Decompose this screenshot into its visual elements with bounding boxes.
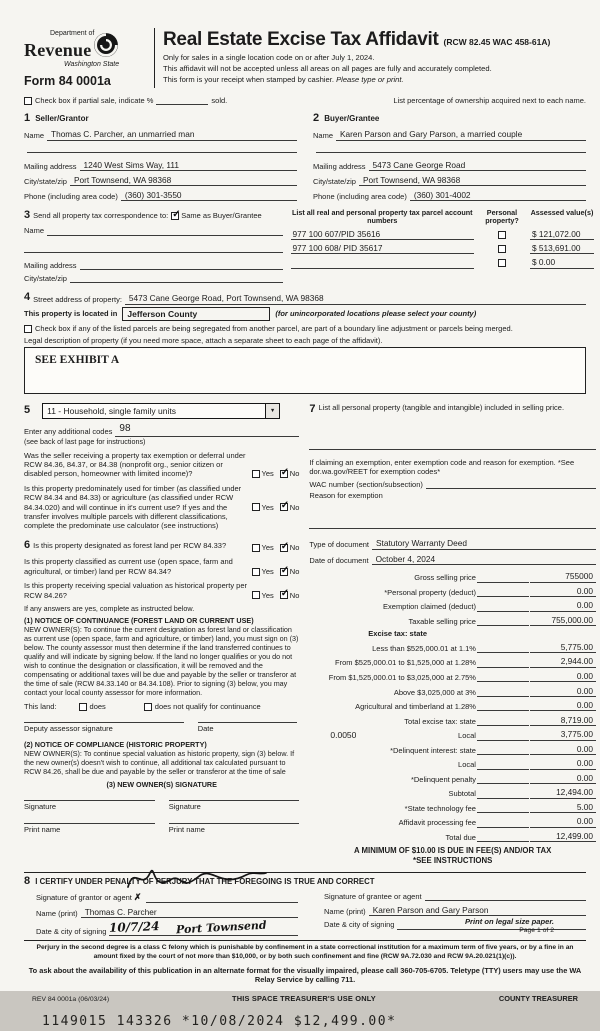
seller-section: 1 Seller/Grantor Name Thomas C. Parcher, an unmarried man Mailing address 1240 West Sims Way, 111 City/state/zip Port Townsend, WA 98368 Phone (including area code) (360) 301-3550	[24, 112, 297, 201]
tax-row-leader	[477, 834, 529, 842]
tax-row-label: *State technology fee	[404, 803, 476, 813]
seller-city-field[interactable]: Port Townsend, WA 98368	[70, 175, 297, 186]
alternate-format-notice: To ask about the availability of this publication in an alternate format for the visually impaired, please call 360-705-6705. Teletype (TTY) users may use the WA Relay Service by calling 711.	[28, 965, 582, 985]
tax-row-leader	[477, 674, 529, 682]
grantee-printed-name-field[interactable]: Karen Parson and Gary Parson	[369, 905, 586, 916]
tax-row-label: Agricultural and timberland at 1.28%	[355, 702, 476, 712]
segregated-checkbox[interactable]	[24, 325, 32, 333]
tax-row-label: *Delinquent interest: state	[390, 745, 476, 755]
tax-row	[309, 831, 596, 842]
tax-row-leader	[477, 604, 529, 612]
section-5-number: 5	[24, 404, 31, 417]
notice1-title: (1) NOTICE OF CONTINUANCE (FOREST LAND OR CURRENT USE)	[24, 615, 254, 625]
tax-row-label: *Personal property (deduct)	[384, 587, 476, 597]
s5q2-no-checkbox[interactable]	[280, 503, 288, 511]
section-6-number: 6	[24, 538, 31, 551]
certification-section: 8 I CERTIFY UNDER PENALTY OF PERJURY THAT THE FOREGOING IS TRUE AND CORRECT Signature of grantor or agent ✗ Name (print) Thomas C. Parcher Date & city of signing 10/7/24 Port Townsend Signature of grantee or agent Name (print) Karen Parson and Gary Parson Date & city of signing	[24, 872, 586, 936]
s5q1-no-checkbox[interactable]	[280, 470, 288, 478]
deputy-assessor-signature-line[interactable]: Deputy assessor signature	[24, 722, 184, 733]
header-note-3: This form is your receipt when stamped by cashier. Please type or print.	[163, 75, 404, 85]
header-note-2: This affidavit will not be accepted unless all areas on all pages are fully and accurately completed.	[163, 64, 492, 74]
tax-subheader-label: Excise tax: state	[368, 629, 428, 639]
treasurer-space-label: THIS SPACE TREASURER'S USE ONLY	[232, 993, 376, 1003]
tax-row-leader	[477, 660, 529, 668]
tax-row-leader	[477, 747, 529, 755]
correspondence-section: 3 Send all property tax correspondence to: ✓ Same as Buyer/Grantee Name Mailing address City/state/zip	[24, 209, 283, 283]
page-indicator: Page 1 of 2	[519, 926, 554, 934]
s6-question-1: Is this property designated as forest land per RCW 84.33?	[33, 540, 227, 550]
seller-heading: Seller/Grantor	[35, 114, 89, 123]
s6q3-yes-checkbox[interactable]	[252, 591, 260, 599]
parcel-number-field[interactable]: 977 100 608/ PID 35617	[291, 243, 474, 254]
does-not-qualify-label: does not qualify for continuance	[154, 701, 261, 711]
s6q2-yes-checkbox[interactable]	[252, 568, 260, 576]
deputy-date-line[interactable]: Date	[198, 722, 297, 733]
tax-row-leader	[477, 703, 529, 711]
form-footer	[24, 940, 586, 1030]
document-type-field[interactable]: Statutory Warranty Deed	[372, 538, 596, 549]
assessed-value-field[interactable]: $ 0.00	[530, 257, 594, 268]
washington-state-label: Washington State	[64, 61, 120, 69]
excise-tax-table	[309, 571, 596, 842]
land-use-code-select[interactable]: 11 - Household, single family units ▼	[42, 403, 280, 419]
county-select[interactable]: Jefferson County	[122, 307, 270, 322]
tax-row	[309, 571, 596, 582]
tax-row-value[interactable]: 755000	[530, 571, 596, 582]
tax-row-value[interactable]: 0.00	[530, 773, 596, 784]
rev-number: REV 84 0001a (06/03/24)	[32, 995, 110, 1003]
tax-row-label: Exemption claimed (deduct)	[383, 602, 476, 612]
s5q2-yes-checkbox[interactable]	[252, 503, 260, 511]
s6q3-no-checkbox[interactable]	[280, 591, 288, 599]
notice1-text: NEW OWNER(S): To continue the current designation as forest land or classification as current use (open space, farm and agriculture, or timber) land, you must sign on (3) below. The county assessor must then determine if the land transferred continues to qualify and will indicate by signing below. If the land no longer qualifies or you do not wish to continue the designation or classification, it will be removed and the compensating or additional taxes will be due and payable by the seller or transferor at the time of sale (RCW 84.33.140 or 84.34.108). Prior to signing (3) below, you may contact your local county assessor for more information.	[24, 624, 299, 697]
seller-name-field-2[interactable]	[27, 144, 297, 153]
notice2-title: (2) NOTICE OF COMPLIANCE (HISTORIC PROPERTY)	[24, 739, 207, 749]
new-owner-signature-1[interactable]: Signature	[24, 800, 155, 811]
tax-row-leader	[477, 791, 529, 799]
dropdown-arrow-icon[interactable]	[265, 404, 279, 418]
tax-row-leader	[477, 733, 529, 741]
s7-intro: List all personal property (tangible and intangible) included in selling price.	[318, 403, 565, 413]
s5q1-yes-checkbox[interactable]	[252, 470, 260, 478]
buyer-city-field[interactable]: Port Townsend, WA 98368	[359, 175, 586, 186]
property-section: 4 Street address of property: 5473 Cane George Road, Port Townsend, WA 98368 This property is located in Jefferson County (for unincorporated locations please select your county) Check box if any of the listed parcels are being segregated from another parcel, are part of a boundary line adjustment or parcels being merged. Legal description of property (if you need more space, attach a separate sheet to each page of the affidavit). SEE EXHIBIT A	[24, 291, 586, 394]
certify-statement: I CERTIFY UNDER PENALTY OF PERJURY THAT THE FOREGOING IS TRUE AND CORRECT	[35, 876, 375, 886]
sign-here-x: ✗	[133, 891, 142, 902]
buyer-heading: Buyer/Grantee	[324, 114, 380, 123]
tax-row-leader	[477, 805, 529, 813]
tax-row-value[interactable]: 0.00	[530, 671, 596, 682]
tax-row	[309, 802, 596, 813]
tax-row	[309, 586, 596, 597]
correspondence-mailing-field[interactable]	[80, 261, 283, 270]
tax-row-label: *Delinquent penalty	[410, 774, 476, 784]
tax-row	[309, 700, 596, 711]
tax-row-value[interactable]: 8,719.00	[530, 715, 596, 726]
right-column: 7 List all personal property (tangible and intangible) included in selling price. If claiming an exemption, enter exemption code and reason for exemption. *See dor.wa.gov/REET for exemption codes* WAC number (section/subsection) Reason for exemption Type of document Statutory Warranty Deed Date of document October 4, 2024 Gross selling price 755000 *Personal property (deduct) 0.00 Exemption claimed (deduct) 0.00 Taxable selling price 755,000.00 Excise tax: state Less than $525,000.01 at 1.1% 5,775.00 From $525,000.01 to $1,525,000 at 1.28% 2,944.00 From $1,525,000.01 to $3,025,000 at 2.75% 0.00 Above $3,025,000 at 3% 0.00 Agricultural and timberland at 1.28% 0.00 Total excise tax: state 8,719.00 0.0050 Local 3,775.00 *Delinquent interest: state 0.00 Local 0.00 *Delinquent penalty 0.00 Subtotal 12,494.00 *State technology fee 5.00 Affidavit processing fee 0.00 Total due 12,499.00 A MINIMUM OF $10.00 IS DUE IN FEE(S) AND/OR TAX *SEE INSTRUCTIONS	[309, 403, 596, 866]
tax-row	[309, 773, 596, 784]
document-date-field[interactable]: October 4, 2024	[372, 554, 596, 565]
personal-property-checkbox[interactable]	[498, 231, 506, 239]
tax-row	[309, 600, 596, 611]
left-column: 5 11 - Household, single family units ▼ Enter any additional codes 98 (see back of last page for instructions) Was the seller receiving a property tax exemption or deferral under RCW 84.36, 84.37, or 84.38 (nonprofit org., senior citizen or disabled person, homeowner with limited income)? Yes ✓ No Is this property predominately used for timber (as classified under RCW 84.34 and 84.33) or agriculture (as classified under RCW 84.34.020) and will continue in it's current use? If yes and the transfer involves multiple parcels with different classifications, complete the predominate use calculator (see instructions) Yes ✓ No 6 Is this property designated as forest land per RCW 84.33? Yes ✓ No Is this property classified as current use (open space, farm and agricultural, or timber) land per RCW 84.34? Yes ✓ No Is this property receiving special valuation as historical property per RCW 84.26? Yes ✓ No If any answers are yes, complete as instructed below. (1) NOTICE OF CONTINUANCE (FOREST LAND OR CURRENT USE) NEW OWNER(S): To continue the current designation as forest land or classification as current use (open space, farm and agriculture, or timber) land, you must sign on (3) below. The county assessor must then determine if the land transferred continues to qualify and will indicate by signing below. If the land no longer qualifies or you do not wish to continue the designation or classification, it will be removed and the compensating or additional taxes will be due and payable by the seller or transferor at the time of sale (RCW 84.33.140 or 84.34.108). Prior to signing (3) below, you may contact your local county assessor for more information. This land: does does not qualify for continuance Deputy assessor signature Date (2) NOTICE OF COMPLIANCE (HISTORIC PROPERTY) NEW OWNER(S): To continue special valuation as historic property, sign (3) below. If the new owner(s) doesn't wish to continue, all additional tax calculated pursuant to RCW 84.26, shall be due and payable by the seller or transferor at the time of sale (3) NEW OWNER(S) SIGNATURE Signature Signature Print name Print name	[24, 403, 299, 866]
tax-row-label: Above $3,025,000 at 3%	[393, 687, 476, 697]
legal-description-box[interactable]: SEE EXHIBIT A	[24, 347, 586, 394]
tax-row-value[interactable]: 0.00	[530, 586, 596, 597]
revenue-wordmark: Revenue	[24, 39, 92, 60]
correspondence-name-field[interactable]	[47, 227, 283, 236]
tax-row-leader	[477, 689, 529, 697]
seller-phone-field[interactable]: (360) 301-3550	[121, 190, 297, 201]
reason-for-exemption-label: Reason for exemption	[309, 491, 383, 501]
tax-subheader-row	[309, 629, 596, 638]
tax-row-label: Taxable selling price	[408, 616, 476, 626]
section-3-number: 3	[24, 209, 31, 222]
parcel-row	[291, 257, 594, 268]
header-divider	[154, 28, 155, 88]
see-instructions-note: *SEE INSTRUCTIONS	[413, 856, 493, 866]
tax-row-value[interactable]: 2,944.00	[530, 656, 596, 667]
same-as-buyer-label: Same as Buyer/Grantee	[181, 211, 262, 221]
tax-row	[309, 787, 596, 798]
form-number: Form 84 0001a	[24, 74, 111, 88]
personal-property-checkbox[interactable]	[498, 259, 506, 267]
new-owner-printname-2[interactable]: Print name	[169, 823, 300, 834]
tax-row-value[interactable]: 0.00	[530, 816, 596, 827]
partial-sale-checkbox[interactable]	[24, 97, 32, 105]
tax-row-value[interactable]: 3,775.00	[530, 729, 596, 740]
assessed-value-field[interactable]: $ 121,072.00	[530, 229, 594, 240]
legal-description-label: Legal description of property (if you need more space, attach a separate sheet to each page of the affidavit).	[24, 335, 383, 345]
tax-row-value[interactable]: 5,775.00	[530, 642, 596, 653]
tax-row	[309, 744, 596, 755]
seller-name-field[interactable]: Thomas C. Parcher, an unmarried man	[47, 129, 297, 140]
tax-row	[309, 816, 596, 827]
s6q1-no-checkbox[interactable]	[280, 544, 288, 552]
parcel-number-field[interactable]	[291, 259, 474, 269]
buyer-phone-field[interactable]: (360) 301-4002	[410, 190, 586, 201]
segregated-label: Check box if any of the listed parcels are being segregated from another parcel, are part of a boundary line adjustment or parcels being merged.	[35, 324, 513, 334]
tax-row	[309, 758, 596, 769]
tax-row-value[interactable]: 755,000.00	[530, 615, 596, 626]
tax-row-value[interactable]: 0.00	[530, 686, 596, 697]
s6-question-3: Is this property receiving special valuation as historical property per RCW 84.26?	[24, 581, 248, 600]
grantor-printed-name-field[interactable]: Thomas C. Parcher	[81, 907, 298, 918]
correspondence-city-field[interactable]	[70, 274, 283, 283]
local-rate-value: 0.0050	[330, 729, 357, 740]
correspondence-name-field-2[interactable]	[24, 244, 283, 253]
tax-row-leader	[477, 820, 529, 828]
section-7-number: 7	[309, 403, 316, 416]
section-2-number: 2	[313, 112, 320, 124]
partial-sale-percent-field[interactable]	[156, 104, 208, 105]
tax-row-label: Less than $525,000.01 at 1.1%	[372, 643, 476, 653]
treasurer-stamp: 1149015 143326 *10/08/2024 $12,499.00*	[42, 1014, 397, 1030]
section-8-number: 8	[24, 874, 31, 887]
form-title: Real Estate Excise Tax Affidavit	[163, 29, 439, 50]
same-as-buyer-checkbox[interactable]	[171, 212, 179, 220]
partial-sale-suffix: sold.	[211, 95, 228, 105]
form-title-ref: (RCW 82.45 WAC 458-61A)	[443, 37, 551, 47]
tax-row-value[interactable]: 12,499.00	[530, 831, 596, 842]
grantee-signature-field[interactable]	[425, 892, 586, 901]
tax-row-leader	[477, 618, 529, 626]
partial-sale-label: Check box if partial sale, indicate %	[35, 95, 154, 105]
notice3-title: (3) NEW OWNER(S) SIGNATURE	[106, 779, 217, 789]
tax-row-label: Subtotal	[448, 789, 476, 799]
grantor-date-city-field[interactable]: 10/7/24 Port Townsend	[109, 920, 298, 936]
tax-row-label: Local	[458, 731, 476, 741]
tax-row-value[interactable]: 5.00	[530, 802, 596, 813]
tax-row-label: Local	[458, 760, 476, 770]
tax-row-leader	[477, 762, 529, 770]
tax-row-label: Affidavit processing fee	[398, 818, 476, 828]
wac-number-field[interactable]	[426, 480, 596, 489]
buyer-mailing-field[interactable]: 5473 Cane George Road	[369, 160, 586, 171]
tax-row-leader	[477, 645, 529, 653]
tax-row-value[interactable]: 0.00	[530, 700, 596, 711]
land-does-not-checkbox[interactable]	[144, 703, 152, 711]
tax-row	[309, 671, 596, 682]
county-note: (for unincorporated locations please select your county)	[275, 309, 477, 319]
tax-row-leader	[477, 575, 529, 583]
parcel-row	[291, 229, 594, 240]
county-treasurer-label: COUNTY TREASURER	[498, 993, 578, 1003]
buyer-name-field[interactable]: Karen Parson and Gary Parson, a married couple	[336, 129, 586, 140]
assessed-value-field[interactable]: $ 513,691.00	[530, 243, 594, 254]
assessed-value-col-header: Assessed value(s)	[530, 208, 594, 218]
ownership-note: List percentage of ownership acquired next to each name.	[393, 95, 586, 105]
reason-for-exemption-field[interactable]	[309, 520, 596, 529]
personal-property-list-field[interactable]	[309, 441, 596, 450]
form-header	[24, 26, 586, 90]
tax-row-label: Total due	[445, 833, 476, 842]
buyer-section: 2 Buyer/Grantee Name Karen Parson and Gary Parson, a married couple Mailing address 5473 Cane George Road City/state/zip Port Townsend, WA 98368 Phone (including area code) (360) 301-4002	[313, 112, 586, 201]
print-legal-note: Print on legal size paper.	[464, 917, 554, 927]
revenue-swirl-icon	[93, 32, 119, 60]
new-owner-signature-2[interactable]: Signature	[169, 800, 300, 811]
additional-codes-field[interactable]: 98	[115, 423, 299, 437]
property-street-field[interactable]: 5473 Cane George Road, Port Townsend, WA 98368	[125, 293, 586, 304]
parcel-row	[291, 243, 594, 254]
tax-row-value[interactable]: 0.00	[530, 744, 596, 755]
tax-row-label: Gross selling price	[414, 573, 476, 583]
tax-row-value[interactable]: 0.00	[530, 758, 596, 769]
tax-row	[309, 715, 596, 726]
notice2-text: NEW OWNER(S): To continue special valuation as historic property, sign (3) below. If the new owner(s) doesn't wish to continue, all additional tax calculated pursuant to RCW 84.26, shall be due and payable by the seller or transferor at the time of sale	[24, 748, 295, 776]
parcel-table	[291, 209, 594, 283]
tax-row-value[interactable]: 0.00	[530, 600, 596, 611]
seller-mailing-field[interactable]: 1240 West Sims Way, 111	[80, 160, 297, 171]
tax-row-label: From $1,525,000.01 to $3,025,000 at 2.75%	[328, 672, 476, 682]
tax-row	[309, 656, 596, 667]
land-does-checkbox[interactable]	[79, 703, 87, 711]
header-note-1: Only for sales in a single location code on or after July 1, 2024.	[163, 53, 375, 63]
s6q1-yes-checkbox[interactable]	[252, 544, 260, 552]
personal-property-checkbox[interactable]	[498, 245, 506, 253]
tax-row-leader	[477, 589, 529, 597]
tax-row-leader	[477, 718, 529, 726]
section-4-number: 4	[24, 291, 31, 304]
if-yes-note: If any answers are yes, complete as instructed below.	[24, 603, 195, 613]
grantor-signature-field[interactable]	[146, 894, 298, 903]
codes-note: (see back of last page for instructions)	[24, 436, 146, 446]
s5-question-2: Is this property predominately used for timber (as classified under RCW 84.34 and 84.33) or agriculture (as classified under RCW 84.34.020) and will continue in it's current use? If yes and the transfer involves multiple parcels with different classifications, complete the predominate use calculator (see instructions)	[24, 483, 242, 531]
tax-row	[309, 729, 596, 740]
tax-row	[309, 615, 596, 626]
tax-row-leader	[477, 776, 529, 784]
s6-question-2: Is this property classified as current use (open space, farm and agricultural, or timber) land per RCW 84.34?	[24, 557, 233, 576]
exemption-note: If claiming an exemption, enter exemption code and reason for exemption. *See dor.wa.gov/REET for exemption codes*	[309, 457, 575, 477]
s5-question-1: Was the seller receiving a property tax exemption or deferral under RCW 84.36, 84.37, or 84.38 (nonprofit org., senior citizen or disabled person, homeowner with limited income)?	[24, 450, 246, 479]
perjury-notice: Perjury in the second degree is a class C felony which is punishable by confinement in a state correctional institution for a maximum term of five years, or by a fine in an amount fixed by the court of not more than $10,000, or by both such confinement and fine (RCW 9A.72.030 and RCW 9A.20.021(1)(c)).	[36, 944, 574, 960]
new-owner-printname-1[interactable]: Print name	[24, 823, 155, 834]
tax-row-value[interactable]: 12,494.00	[530, 787, 596, 798]
tax-row	[309, 642, 596, 653]
dept-of-label: Department of	[50, 30, 95, 37]
revenue-logo-block	[24, 26, 152, 90]
parcel-col-header: List all real and personal property tax parcel account numbers	[291, 208, 473, 226]
s6q2-no-checkbox[interactable]	[280, 568, 288, 576]
tax-row	[309, 686, 596, 697]
tax-row-label: Total excise tax: state	[404, 716, 476, 726]
section-1-number: 1	[24, 112, 31, 124]
parcel-number-field[interactable]: 977 100 607/PID 35616	[291, 229, 474, 240]
tax-row-label: From $525,000.01 to $1,525,000 at 1.28%	[335, 658, 476, 668]
personal-property-col-header: Personal property?	[485, 208, 519, 226]
minimum-due-note: A MINIMUM OF $10.00 IS DUE IN FEE(S) AND/OR TAX	[354, 846, 552, 856]
buyer-name-field-2[interactable]	[316, 144, 586, 153]
